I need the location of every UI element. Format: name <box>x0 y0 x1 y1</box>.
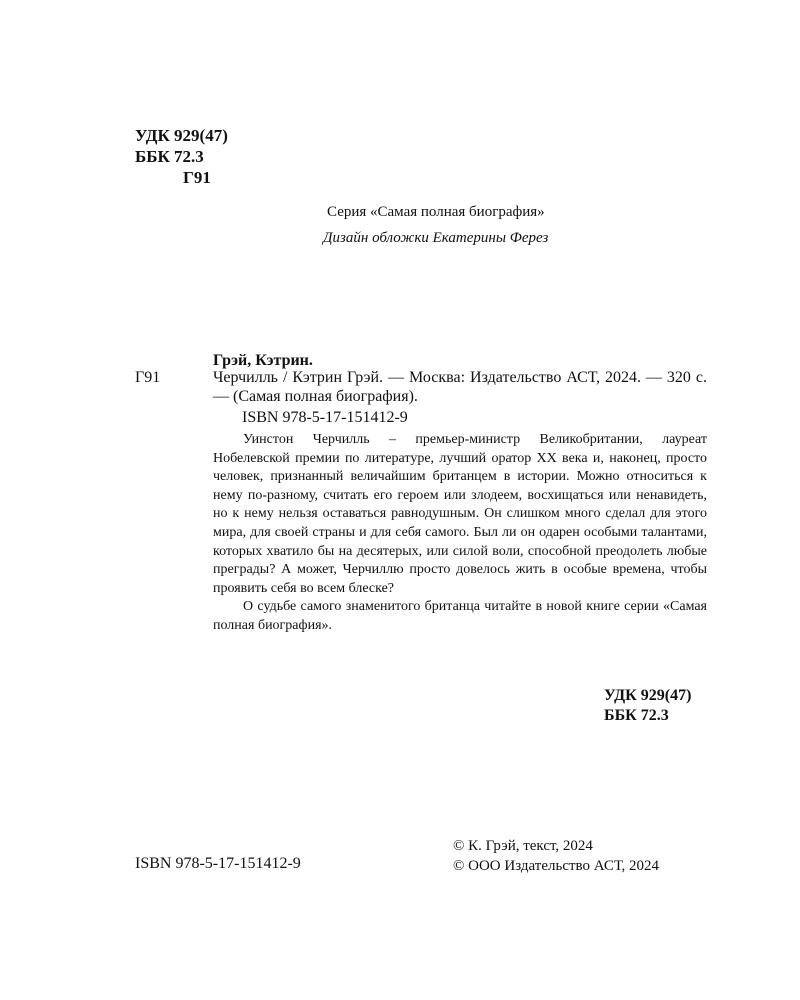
bibliographic-description: Черчилль / Кэтрин Грэй. — Москва: Издательство АСТ, 2024. — 320 с. — (Самая полная биография). <box>213 369 707 405</box>
isbn-main: ISBN 978-5-17-151412-9 <box>242 409 408 426</box>
author-heading: Грэй, Кэтрин. <box>213 352 313 369</box>
series-line: Серия «Самая полная биография» <box>327 204 545 220</box>
copyright-block <box>453 836 659 876</box>
author-sign-left: Г91 <box>135 369 161 386</box>
annotation-paragraph-1: Уинстон Черчилль – премьер-министр Великобритании, лауреат Нобелевской премии по литературе, лучший оратор XX века и, наконец, просто человек, признанный величайшим британцем в истории. Можно относиться к нему по-разному, считать его героем или злодеем, восхищаться или ненавидеть, но к нему нельзя оставаться равнодушным. Он слишком много сделал для этого мира, для своей страны и для себя самого. Был ли он одарен особыми талантами, которых хватило бы на десятерых, или силой воли, способной преодолеть любые преграды? А может, Черчиллю просто довелось жить в особые времена, чтобы проявить себя во всем блеске? <box>213 432 707 596</box>
copyright-publisher: © ООО Издательство АСТ, 2024 <box>453 858 660 874</box>
classification-block-bottom <box>604 686 691 726</box>
udk-code: УДК 929(47) <box>135 126 228 145</box>
bbk-code: ББК 72.3 <box>135 147 204 166</box>
cover-design-credit: Дизайн обложки Екатерины Ферез <box>323 230 549 246</box>
author-sign: Г91 <box>183 168 211 187</box>
classification-block-top <box>135 126 228 189</box>
copyright-text: © К. Грэй, текст, 2024 <box>453 838 593 854</box>
bbk-code-bottom: ББК 72.3 <box>604 707 669 724</box>
isbn-bottom: ISBN 978-5-17-151412-9 <box>135 855 301 872</box>
udk-code-bottom: УДК 929(47) <box>604 687 692 704</box>
annotation <box>213 431 707 636</box>
annotation-paragraph-2: О судьбе самого знаменитого британца читайте в новой книге серии «Самая полная биография». <box>213 599 707 633</box>
